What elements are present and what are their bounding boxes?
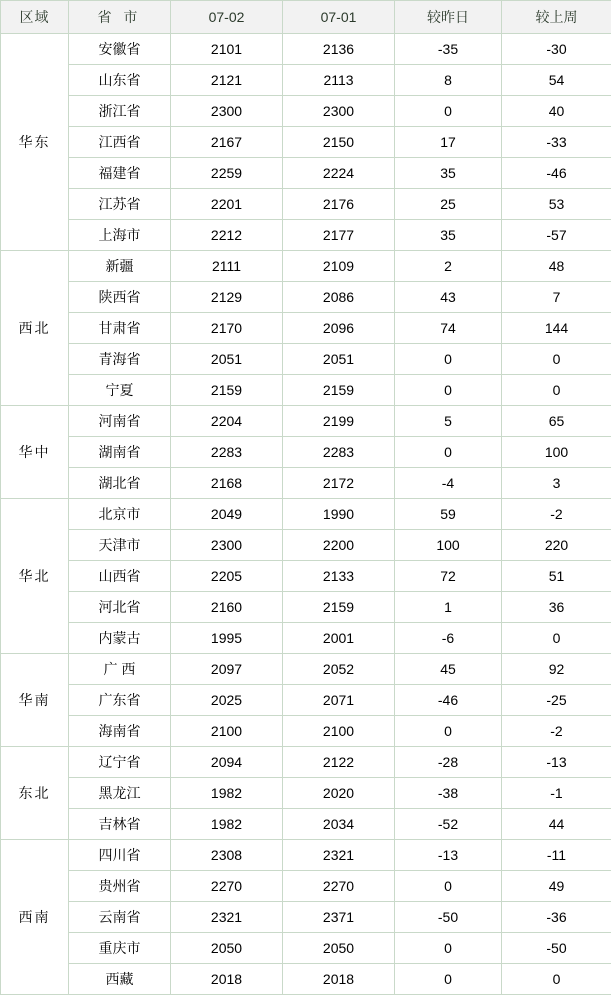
province-cell: 云南省: [69, 902, 171, 933]
region-cell: 华北: [1, 499, 69, 654]
delta-cell-week-over-week: 3: [502, 468, 611, 499]
column-header-region: 区域: [1, 1, 69, 34]
price-cell-0702: 2051: [171, 344, 283, 375]
delta-cell-week-over-week: -36: [502, 902, 611, 933]
column-header-week-over-week: 较上周: [502, 1, 611, 34]
table-row: [1, 530, 611, 561]
price-cell-0702: 2204: [171, 406, 283, 437]
price-cell-0701: 2177: [283, 220, 395, 251]
price-cell-0702: 2168: [171, 468, 283, 499]
province-cell: 吉林省: [69, 809, 171, 840]
delta-cell-day-over-day: 2: [395, 251, 502, 282]
price-cell-0701: 2100: [283, 716, 395, 747]
price-cell-0701: 2133: [283, 561, 395, 592]
price-cell-0702: 2025: [171, 685, 283, 716]
delta-cell-week-over-week: -11: [502, 840, 611, 871]
table-row: [1, 34, 611, 65]
price-cell-0701: 2109: [283, 251, 395, 282]
price-cell-0702: 2101: [171, 34, 283, 65]
delta-cell-week-over-week: 36: [502, 592, 611, 623]
table-body: [1, 34, 611, 995]
delta-cell-day-over-day: 0: [395, 344, 502, 375]
delta-cell-day-over-day: -50: [395, 902, 502, 933]
delta-cell-day-over-day: -6: [395, 623, 502, 654]
delta-cell-week-over-week: 49: [502, 871, 611, 902]
delta-cell-week-over-week: 220: [502, 530, 611, 561]
province-cell: 江苏省: [69, 189, 171, 220]
province-cell: 贵州省: [69, 871, 171, 902]
price-cell-0701: 2052: [283, 654, 395, 685]
delta-cell-day-over-day: -52: [395, 809, 502, 840]
delta-cell-day-over-day: 43: [395, 282, 502, 313]
price-cell-0702: 2270: [171, 871, 283, 902]
table-row: [1, 623, 611, 654]
price-cell-0702: 2283: [171, 437, 283, 468]
delta-cell-day-over-day: 0: [395, 96, 502, 127]
price-cell-0702: 2300: [171, 96, 283, 127]
table-row: [1, 127, 611, 158]
price-cell-0701: 2159: [283, 592, 395, 623]
delta-cell-week-over-week: 92: [502, 654, 611, 685]
delta-cell-week-over-week: 7: [502, 282, 611, 313]
delta-cell-week-over-week: -2: [502, 499, 611, 530]
province-cell: 福建省: [69, 158, 171, 189]
province-cell: 宁夏: [69, 375, 171, 406]
price-cell-0701: 2321: [283, 840, 395, 871]
table-row: [1, 437, 611, 468]
delta-cell-week-over-week: 0: [502, 344, 611, 375]
delta-cell-week-over-week: 40: [502, 96, 611, 127]
table-row: [1, 468, 611, 499]
province-cell: 山东省: [69, 65, 171, 96]
region-cell: 东北: [1, 747, 69, 840]
delta-cell-day-over-day: 25: [395, 189, 502, 220]
delta-cell-week-over-week: -46: [502, 158, 611, 189]
region-cell: 西南: [1, 840, 69, 995]
table-row: [1, 220, 611, 251]
price-cell-0702: 2170: [171, 313, 283, 344]
delta-cell-day-over-day: 0: [395, 871, 502, 902]
price-cell-0701: 2224: [283, 158, 395, 189]
table-row: [1, 592, 611, 623]
price-cell-0701: 2300: [283, 96, 395, 127]
delta-cell-day-over-day: 59: [395, 499, 502, 530]
table-row: [1, 840, 611, 871]
delta-cell-week-over-week: 0: [502, 964, 611, 995]
price-cell-0701: 2150: [283, 127, 395, 158]
table-row: [1, 96, 611, 127]
price-cell-0702: 1982: [171, 778, 283, 809]
table-row: [1, 313, 611, 344]
table-row: [1, 65, 611, 96]
delta-cell-week-over-week: 144: [502, 313, 611, 344]
price-cell-0702: 2201: [171, 189, 283, 220]
province-cell: 广东省: [69, 685, 171, 716]
province-cell: 西藏: [69, 964, 171, 995]
province-cell: 江西省: [69, 127, 171, 158]
price-cell-0702: 2300: [171, 530, 283, 561]
price-cell-0702: 2321: [171, 902, 283, 933]
table-row: [1, 778, 611, 809]
delta-cell-day-over-day: 8: [395, 65, 502, 96]
delta-cell-day-over-day: -38: [395, 778, 502, 809]
price-cell-0701: 2018: [283, 964, 395, 995]
price-cell-0701: 2176: [283, 189, 395, 220]
price-cell-0701: 2001: [283, 623, 395, 654]
province-cell: 辽宁省: [69, 747, 171, 778]
price-cell-0701: 2096: [283, 313, 395, 344]
delta-cell-day-over-day: -28: [395, 747, 502, 778]
province-cell: 河北省: [69, 592, 171, 623]
province-cell: 山西省: [69, 561, 171, 592]
table-header-row: [1, 1, 611, 34]
table-row: [1, 499, 611, 530]
table-row: [1, 871, 611, 902]
delta-cell-week-over-week: -1: [502, 778, 611, 809]
province-cell: 浙江省: [69, 96, 171, 127]
delta-cell-day-over-day: -4: [395, 468, 502, 499]
price-cell-0702: 2212: [171, 220, 283, 251]
table-row: [1, 654, 611, 685]
province-cell: 北京市: [69, 499, 171, 530]
price-cell-0702: 2094: [171, 747, 283, 778]
province-cell: 甘肃省: [69, 313, 171, 344]
delta-cell-day-over-day: 74: [395, 313, 502, 344]
delta-cell-week-over-week: 51: [502, 561, 611, 592]
delta-cell-week-over-week: 100: [502, 437, 611, 468]
price-cell-0702: 2100: [171, 716, 283, 747]
price-cell-0701: 2159: [283, 375, 395, 406]
price-cell-0701: 2200: [283, 530, 395, 561]
province-cell: 湖南省: [69, 437, 171, 468]
price-cell-0701: 2071: [283, 685, 395, 716]
table-row: [1, 251, 611, 282]
price-cell-0701: 2086: [283, 282, 395, 313]
table-row: [1, 189, 611, 220]
price-cell-0701: 2283: [283, 437, 395, 468]
delta-cell-week-over-week: 48: [502, 251, 611, 282]
delta-cell-day-over-day: 0: [395, 375, 502, 406]
table-row: [1, 344, 611, 375]
table-row: [1, 561, 611, 592]
region-cell: 西北: [1, 251, 69, 406]
price-cell-0701: 2270: [283, 871, 395, 902]
delta-cell-week-over-week: 44: [502, 809, 611, 840]
table-row: [1, 747, 611, 778]
delta-cell-day-over-day: 0: [395, 933, 502, 964]
delta-cell-week-over-week: -33: [502, 127, 611, 158]
table-row: [1, 716, 611, 747]
price-cell-0701: 2113: [283, 65, 395, 96]
province-cell: 四川省: [69, 840, 171, 871]
delta-cell-week-over-week: -13: [502, 747, 611, 778]
delta-cell-week-over-week: -30: [502, 34, 611, 65]
delta-cell-week-over-week: -2: [502, 716, 611, 747]
table-row: [1, 809, 611, 840]
province-cell: 安徽省: [69, 34, 171, 65]
price-cell-0701: 2020: [283, 778, 395, 809]
price-cell-0702: 2121: [171, 65, 283, 96]
delta-cell-day-over-day: 100: [395, 530, 502, 561]
region-cell: 华南: [1, 654, 69, 747]
table-row: [1, 964, 611, 995]
delta-cell-week-over-week: -50: [502, 933, 611, 964]
delta-cell-day-over-day: 17: [395, 127, 502, 158]
price-cell-0702: 2205: [171, 561, 283, 592]
delta-cell-week-over-week: 65: [502, 406, 611, 437]
province-cell: 上海市: [69, 220, 171, 251]
table-header: [1, 1, 611, 34]
delta-cell-week-over-week: 0: [502, 623, 611, 654]
column-header-province: 省 市: [69, 1, 171, 34]
price-cell-0702: 1982: [171, 809, 283, 840]
table-row: [1, 685, 611, 716]
province-cell: 广 西: [69, 654, 171, 685]
price-cell-0702: 2308: [171, 840, 283, 871]
price-cell-0702: 2050: [171, 933, 283, 964]
delta-cell-week-over-week: 0: [502, 375, 611, 406]
delta-cell-day-over-day: 45: [395, 654, 502, 685]
table-row: [1, 406, 611, 437]
table-row: [1, 933, 611, 964]
price-cell-0702: 2097: [171, 654, 283, 685]
delta-cell-day-over-day: 0: [395, 437, 502, 468]
price-cell-0702: 2129: [171, 282, 283, 313]
province-cell: 黑龙江: [69, 778, 171, 809]
price-cell-0701: 2172: [283, 468, 395, 499]
delta-cell-week-over-week: 54: [502, 65, 611, 96]
province-cell: 重庆市: [69, 933, 171, 964]
table-row: [1, 158, 611, 189]
region-cell: 华东: [1, 34, 69, 251]
province-cell: 海南省: [69, 716, 171, 747]
province-cell: 天津市: [69, 530, 171, 561]
delta-cell-day-over-day: 5: [395, 406, 502, 437]
province-cell: 青海省: [69, 344, 171, 375]
price-cell-0702: 2111: [171, 251, 283, 282]
price-cell-0701: 2199: [283, 406, 395, 437]
price-cell-0702: 2018: [171, 964, 283, 995]
province-cell: 河南省: [69, 406, 171, 437]
delta-cell-day-over-day: -46: [395, 685, 502, 716]
province-cell: 新疆: [69, 251, 171, 282]
delta-cell-week-over-week: 53: [502, 189, 611, 220]
delta-cell-day-over-day: 1: [395, 592, 502, 623]
delta-cell-day-over-day: -35: [395, 34, 502, 65]
price-cell-0702: 2259: [171, 158, 283, 189]
price-cell-0701: 2051: [283, 344, 395, 375]
column-header-date-0702: 07-02: [171, 1, 283, 34]
price-cell-0701: 2122: [283, 747, 395, 778]
table-row: [1, 902, 611, 933]
price-cell-0702: 1995: [171, 623, 283, 654]
province-cell: 内蒙古: [69, 623, 171, 654]
price-cell-0701: 2371: [283, 902, 395, 933]
delta-cell-day-over-day: 35: [395, 220, 502, 251]
table-row: [1, 282, 611, 313]
price-cell-0701: 2034: [283, 809, 395, 840]
price-cell-0702: 2167: [171, 127, 283, 158]
delta-cell-day-over-day: 0: [395, 964, 502, 995]
price-cell-0701: 1990: [283, 499, 395, 530]
delta-cell-week-over-week: -57: [502, 220, 611, 251]
delta-cell-day-over-day: -13: [395, 840, 502, 871]
province-cell: 湖北省: [69, 468, 171, 499]
price-cell-0701: 2050: [283, 933, 395, 964]
delta-cell-day-over-day: 35: [395, 158, 502, 189]
delta-cell-week-over-week: -25: [502, 685, 611, 716]
column-header-day-over-day: 较昨日: [395, 1, 502, 34]
price-cell-0702: 2160: [171, 592, 283, 623]
delta-cell-day-over-day: 0: [395, 716, 502, 747]
delta-cell-day-over-day: 72: [395, 561, 502, 592]
price-cell-0702: 2159: [171, 375, 283, 406]
column-header-date-0701: 07-01: [283, 1, 395, 34]
province-cell: 陕西省: [69, 282, 171, 313]
price-cell-0702: 2049: [171, 499, 283, 530]
table-row: [1, 375, 611, 406]
region-cell: 华中: [1, 406, 69, 499]
price-cell-0701: 2136: [283, 34, 395, 65]
